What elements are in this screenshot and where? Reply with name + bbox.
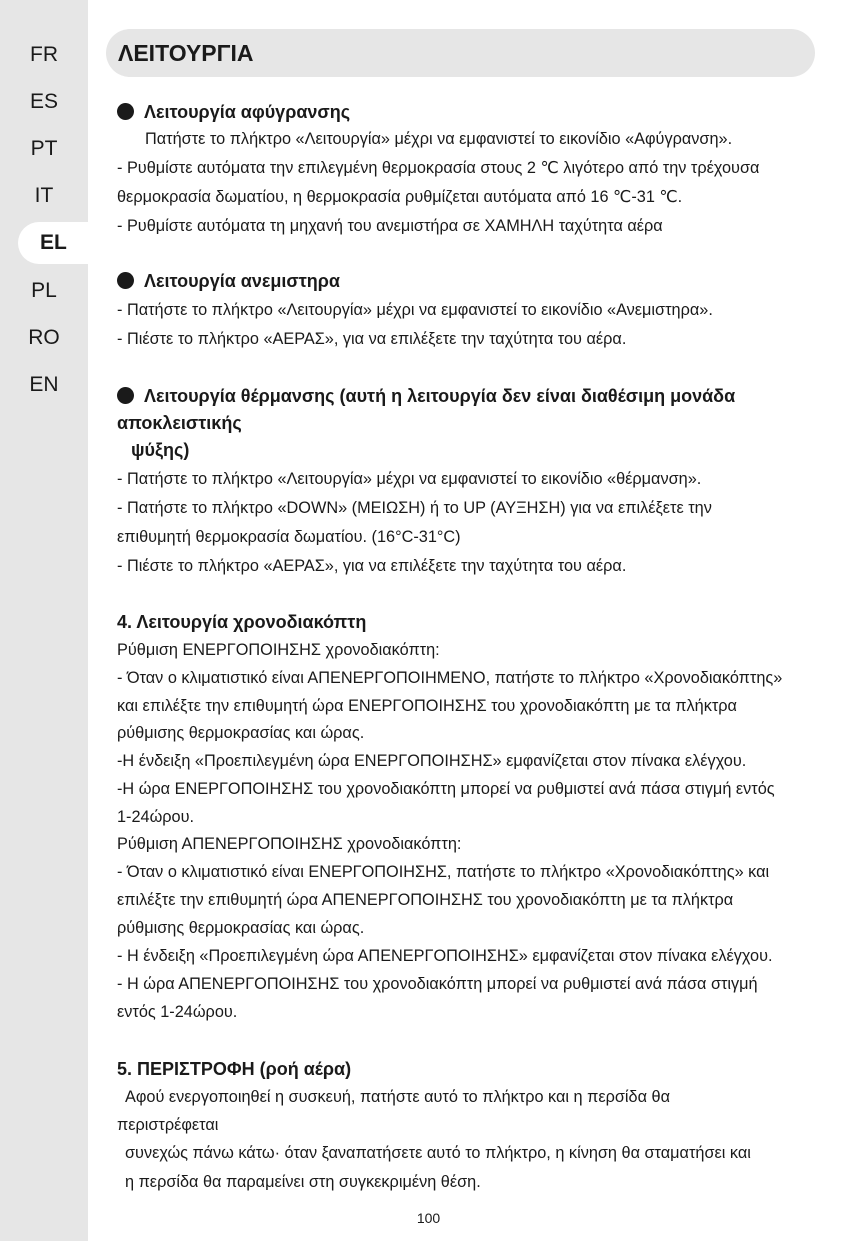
swing-line: συνεχώς πάνω κάτω· όταν ξαναπατήσετε αυτό το πλήκτρο, η κίνηση θα σταματήσει και	[125, 1144, 751, 1162]
heating-line: επιθυμητή θερμοκρασία δωματίου. (16°C-31°C)	[117, 528, 461, 546]
bullet-icon	[117, 387, 134, 404]
lang-tab-el-active[interactable]: EL	[18, 222, 90, 264]
timer-line: -Η ώρα ΕΝΕΡΓΟΠΟΙΗΣΗΣ του χρονοδιακόπτη μπορεί να ρυθμιστεί ανά πάσα στιγμή εντός	[117, 780, 775, 798]
timer-line: 1-24ώρου.	[117, 808, 195, 826]
page-number: 100	[416, 1210, 441, 1226]
dehumidify-line: - Ρυθμίστε αυτόματα την επιλεγμένη θερμοκρασία στους 2 ℃ λιγότερο από την τρέχουσα	[117, 159, 760, 177]
bullet-icon	[117, 103, 134, 120]
heating-heading-cont: ψύξης)	[131, 440, 190, 460]
timer-line: - Όταν ο κλιματιστικό είναι ΑΠΕΝΕΡΓΟΠΟΙΗΜΕΝΟ, πατήστε το πλήκτρο «Χρονοδιακόπτης»	[117, 669, 783, 687]
timer-line: ρύθμισης θερμοκρασίας και ώρας.	[117, 724, 365, 742]
timer-line: και επιλέξτε την επιθυμητή ώρα ΕΝΕΡΓΟΠΟΙΗΣΗΣ του χρονοδιακόπτη με τα πλήκτρα	[117, 697, 737, 715]
heating-line: - Πιέστε το πλήκτρο «ΑΕΡΑΣ», για να επιλέξετε την ταχύτητα του αέρα.	[117, 557, 627, 575]
timer-line: εντός 1-24ώρου.	[117, 1003, 238, 1021]
heating-line: - Πατήστε το πλήκτρο «Λειτουργία» μέχρι να εμφανιστεί το εικονίδιο «θέρμανση».	[117, 470, 702, 488]
swing-line: περιστρέφεται	[117, 1116, 219, 1134]
timer-line: -Η ένδειξη «Προεπιλεγμένη ώρα ΕΝΕΡΓΟΠΟΙΗΣΗΣ» εμφανίζεται στον πίνακα ελέγχου.	[117, 752, 747, 770]
swing-line: η περσίδα θα παραμείνει στη συγκεκριμένη θέση.	[125, 1173, 481, 1191]
timer-line: Ρύθμιση ΑΠΕΝΕΡΓΟΠΟΙΗΣΗΣ χρονοδιακόπτη:	[117, 835, 462, 853]
lang-tab-fr[interactable]: FR	[30, 43, 58, 66]
fan-heading-text: Λειτουργία ανεμιστηρα	[144, 271, 340, 291]
timer-line: επιλέξτε την επιθυμητή ώρα ΑΠΕΝΕΡΓΟΠΟΙΗΣΗΣ του χρονοδιακόπτη με τα πλήκτρα	[117, 891, 734, 909]
lang-tab-pt[interactable]: PT	[30, 137, 58, 160]
timer-line: ρύθμισης θερμοκρασίας και ώρας.	[117, 919, 365, 937]
swing-heading: 5. ΠΕΡΙΣΤΡΟΦΗ (ροή αέρα)	[117, 1059, 352, 1079]
heating-heading-text: Λειτουργία θέρμανσης (αυτή η λειτουργία δεν είναι διαθέσιμη μονάδα	[144, 386, 736, 406]
timer-line: - Η ένδειξη «Προεπιλεγμένη ώρα ΑΠΕΝΕΡΓΟΠΟΙΗΣΗΣ» εμφανίζεται στον πίνακα ελέγχου.	[117, 947, 773, 965]
lang-tab-it[interactable]: IT	[34, 184, 54, 207]
timer-line: - Η ώρα ΑΠΕΝΕΡΓΟΠΟΙΗΣΗΣ του χρονοδιακόπτη μπορεί να ρυθμιστεί ανά πάσα στιγμή	[117, 975, 758, 993]
heating-heading-cont: αποκλειστικής	[117, 413, 242, 433]
language-sidebar	[0, 0, 88, 1241]
fan-line: - Πατήστε το πλήκτρο «Λειτουργία» μέχρι να εμφανιστεί το εικονίδιο «Ανεμιστηρα».	[117, 301, 713, 319]
bullet-icon	[117, 272, 134, 289]
lang-tab-pl[interactable]: PL	[31, 279, 57, 302]
page-title: ΛΕΙΤΟΥΡΓΙΑ	[118, 40, 254, 66]
fan-heading	[117, 268, 340, 294]
dehumidify-line: - Ρυθμίστε αυτόματα τη μηχανή του ανεμιστήρα σε ΧΑΜΗΛΗ ταχύτητα αέρα	[117, 217, 663, 235]
heating-line: - Πατήστε το πλήκτρο «DOWN» (ΜΕΙΩΣΗ) ή το UP (ΑΥΞΗΣΗ) για να επιλέξετε την	[117, 499, 712, 517]
dehumidify-heading	[117, 99, 350, 125]
lang-tab-en[interactable]: EN	[29, 373, 59, 396]
lang-tab-ro[interactable]: RO	[28, 326, 60, 349]
heating-heading	[117, 383, 735, 409]
timer-line: - Όταν ο κλιματιστικό είναι ΕΝΕΡΓΟΠΟΙΗΣΗΣ, πατήστε το πλήκτρο «Χρονοδιακόπτης» και	[117, 863, 770, 881]
timer-heading: 4. Λειτουργία χρονοδιακόπτη	[117, 612, 367, 632]
dehumidify-line: θερμοκρασία δωματίου, η θερμοκρασία ρυθμίζεται αυτόματα από 16 ℃-31 ℃.	[117, 188, 683, 206]
section-title-bar	[106, 29, 815, 77]
fan-line: - Πιέστε το πλήκτρο «ΑΕΡΑΣ», για να επιλέξετε την ταχύτητα του αέρα.	[117, 330, 627, 348]
swing-line: Αφού ενεργοποιηθεί η συσκευή, πατήστε αυτό το πλήκτρο και η περσίδα θα	[125, 1088, 671, 1106]
dehumidify-line: Πατήστε το πλήκτρο «Λειτουργία» μέχρι να εμφανιστεί το εικονίδιο «Αφύγρανση».	[145, 130, 733, 148]
timer-line: Ρύθμιση ΕΝΕΡΓΟΠΟΙΗΣΗΣ χρονοδιακόπτη:	[117, 641, 440, 659]
dehumidify-heading-text: Λειτουργία αφύγρανσης	[144, 102, 351, 122]
lang-tab-es[interactable]: ES	[29, 90, 58, 113]
